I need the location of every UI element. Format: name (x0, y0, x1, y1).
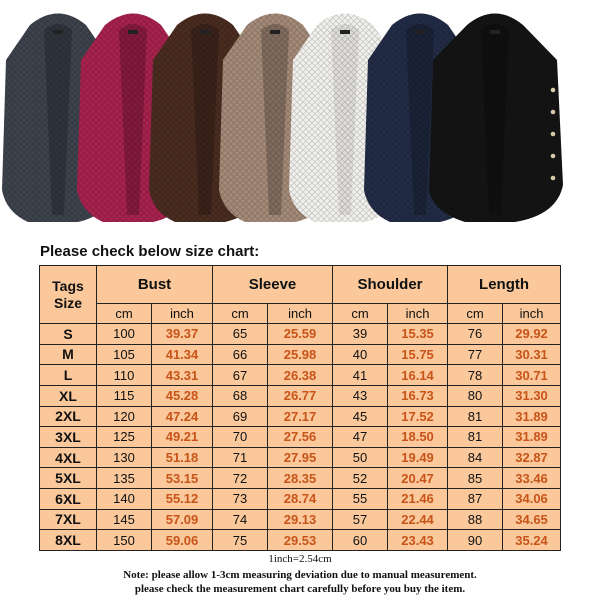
size-cell: XL (40, 385, 97, 406)
shoulder-inch-cell: 17.52 (388, 406, 448, 427)
length-inch-unit: inch (503, 304, 561, 324)
bust-inch-cell: 41.34 (152, 344, 213, 365)
coat-label-tag (490, 30, 500, 34)
measurement-note-line2: please check the measurement chart carefully before you buy the item. (134, 583, 466, 595)
sleeve-inch-cell: 25.59 (268, 324, 333, 345)
length-inch-cell: 31.30 (503, 385, 561, 406)
bust-cm-cell: 135 (97, 468, 152, 489)
length-inch-cell: 33.46 (503, 468, 561, 489)
bust-inch-cell: 39.37 (152, 324, 213, 345)
length-inch-cell: 29.92 (503, 324, 561, 345)
coat-label-tag (340, 30, 350, 34)
size-cell: 3XL (40, 427, 97, 448)
bust-cm-cell: 150 (97, 530, 152, 551)
size-cell: 4XL (40, 447, 97, 468)
table-row (40, 468, 561, 489)
size-chart-heading: Please check below size chart: (40, 243, 260, 260)
length-cm-cell: 90 (448, 530, 503, 551)
shoulder-cm-cell: 50 (333, 447, 388, 468)
bust-inch-cell: 57.09 (152, 509, 213, 530)
bust-cm-cell: 105 (97, 344, 152, 365)
shoulder-inch-unit: inch (388, 304, 448, 324)
sleeve-inch-cell: 28.35 (268, 468, 333, 489)
size-cell: M (40, 344, 97, 365)
length-inch-cell: 30.31 (503, 344, 561, 365)
bust-inch-cell: 59.06 (152, 530, 213, 551)
sleeve-inch-cell: 27.95 (268, 447, 333, 468)
length-cm-cell: 80 (448, 385, 503, 406)
shoulder-inch-cell: 20.47 (388, 468, 448, 489)
shoulder-inch-cell: 15.35 (388, 324, 448, 345)
unit-conversion-note: 1inch=2.54cm (268, 553, 332, 565)
sleeve-inch-cell: 26.77 (268, 385, 333, 406)
sleeve-inch-cell: 25.98 (268, 344, 333, 365)
table-row (40, 427, 561, 448)
coat-label-tag (128, 30, 138, 34)
bust-inch-cell: 49.21 (152, 427, 213, 448)
product-photo (0, 0, 600, 232)
shoulder-inch-cell: 21.46 (388, 489, 448, 510)
coat-button-icon (551, 154, 556, 159)
size-cell: 7XL (40, 509, 97, 530)
length-inch-cell: 31.89 (503, 406, 561, 427)
shoulder-inch-cell: 16.14 (388, 365, 448, 386)
sleeve-inch-cell: 27.17 (268, 406, 333, 427)
size-cell: 8XL (40, 530, 97, 551)
length-cm-cell: 76 (448, 324, 503, 345)
bust-cm-cell: 145 (97, 509, 152, 530)
length-cm-cell: 81 (448, 427, 503, 448)
table-row (40, 489, 561, 510)
bust-cm-cell: 140 (97, 489, 152, 510)
length-cm-cell: 84 (448, 447, 503, 468)
coat-label-tag (270, 30, 280, 34)
size-cell: S (40, 324, 97, 345)
coat-label-tag (415, 30, 425, 34)
shoulder-cm-cell: 57 (333, 509, 388, 530)
bust-cm-cell: 120 (97, 406, 152, 427)
size-chart-table (39, 265, 561, 551)
coat-button-icon (551, 132, 556, 137)
coat-button-icon (551, 176, 556, 181)
bust-cm-cell: 115 (97, 385, 152, 406)
sleeve-cm-cell: 66 (213, 344, 268, 365)
length-inch-cell: 30.71 (503, 365, 561, 386)
bust-header: Bust (97, 266, 213, 304)
sleeve-header: Sleeve (213, 266, 333, 304)
sleeve-inch-cell: 27.56 (268, 427, 333, 448)
sleeve-inch-cell: 29.13 (268, 509, 333, 530)
table-row (40, 530, 561, 551)
tags-size-header (40, 266, 97, 324)
table-row (40, 365, 561, 386)
sleeve-cm-cell: 67 (213, 365, 268, 386)
length-inch-cell: 34.06 (503, 489, 561, 510)
coat-7 (429, 14, 563, 223)
length-inch-cell: 31.89 (503, 427, 561, 448)
size-cell: L (40, 365, 97, 386)
length-cm-cell: 87 (448, 489, 503, 510)
measurement-note-line1: Note: please allow 1-3cm measuring deviation due to manual measurement. (123, 569, 477, 581)
bust-inch-cell: 43.31 (152, 365, 213, 386)
shoulder-cm-cell: 55 (333, 489, 388, 510)
bust-inch-cell: 47.24 (152, 406, 213, 427)
bust-cm-cell: 100 (97, 324, 152, 345)
coat-label-tag (200, 30, 210, 34)
length-cm-unit: cm (448, 304, 503, 324)
table-row (40, 509, 561, 530)
bust-inch-cell: 45.28 (152, 385, 213, 406)
shoulder-header: Shoulder (333, 266, 448, 304)
sleeve-cm-cell: 70 (213, 427, 268, 448)
table-row (40, 324, 561, 345)
shoulder-cm-cell: 60 (333, 530, 388, 551)
sleeve-cm-cell: 75 (213, 530, 268, 551)
shoulder-inch-cell: 18.50 (388, 427, 448, 448)
table-row (40, 406, 561, 427)
shoulder-cm-unit: cm (333, 304, 388, 324)
length-inch-cell: 32.87 (503, 447, 561, 468)
sleeve-cm-cell: 74 (213, 509, 268, 530)
table-row (40, 385, 561, 406)
shoulder-inch-cell: 15.75 (388, 344, 448, 365)
length-cm-cell: 88 (448, 509, 503, 530)
coat-label-tag (53, 30, 63, 34)
size-cell: 6XL (40, 489, 97, 510)
size-chart-rows (40, 324, 561, 551)
bust-cm-cell: 110 (97, 365, 152, 386)
table-row (40, 344, 561, 365)
length-cm-cell: 78 (448, 365, 503, 386)
bust-inch-cell: 55.12 (152, 489, 213, 510)
sleeve-cm-cell: 71 (213, 447, 268, 468)
bust-inch-cell: 53.15 (152, 468, 213, 489)
shoulder-cm-cell: 43 (333, 385, 388, 406)
bust-cm-cell: 130 (97, 447, 152, 468)
length-cm-cell: 81 (448, 406, 503, 427)
shoulder-inch-cell: 19.49 (388, 447, 448, 468)
shoulder-cm-cell: 40 (333, 344, 388, 365)
sleeve-inch-cell: 29.53 (268, 530, 333, 551)
sleeve-inch-cell: 28.74 (268, 489, 333, 510)
table-row (40, 447, 561, 468)
size-cell: 5XL (40, 468, 97, 489)
shoulder-cm-cell: 45 (333, 406, 388, 427)
size-cell: 2XL (40, 406, 97, 427)
shoulder-cm-cell: 52 (333, 468, 388, 489)
bust-inch-cell: 51.18 (152, 447, 213, 468)
shoulder-inch-cell: 23.43 (388, 530, 448, 551)
sleeve-cm-unit: cm (213, 304, 268, 324)
shoulder-cm-cell: 41 (333, 365, 388, 386)
bust-inch-unit: inch (152, 304, 213, 324)
coat-button-icon (551, 110, 556, 115)
shoulder-inch-cell: 16.73 (388, 385, 448, 406)
length-cm-cell: 77 (448, 344, 503, 365)
sleeve-inch-cell: 26.38 (268, 365, 333, 386)
sleeve-cm-cell: 72 (213, 468, 268, 489)
length-inch-cell: 35.24 (503, 530, 561, 551)
sleeve-inch-unit: inch (268, 304, 333, 324)
sleeve-cm-cell: 69 (213, 406, 268, 427)
coat-button-icon (551, 88, 556, 93)
shoulder-inch-cell: 22.44 (388, 509, 448, 530)
sleeve-cm-cell: 73 (213, 489, 268, 510)
length-cm-cell: 85 (448, 468, 503, 489)
coats-illustration (0, 0, 600, 232)
sleeve-cm-cell: 68 (213, 385, 268, 406)
tags-header-line2: Size (53, 294, 82, 311)
length-header: Length (448, 266, 561, 304)
sleeve-cm-cell: 65 (213, 324, 268, 345)
bust-cm-cell: 125 (97, 427, 152, 448)
bust-cm-unit: cm (97, 304, 152, 324)
length-inch-cell: 34.65 (503, 509, 561, 530)
shoulder-cm-cell: 39 (333, 324, 388, 345)
shoulder-cm-cell: 47 (333, 427, 388, 448)
tags-header-line1: Tags (52, 277, 84, 294)
